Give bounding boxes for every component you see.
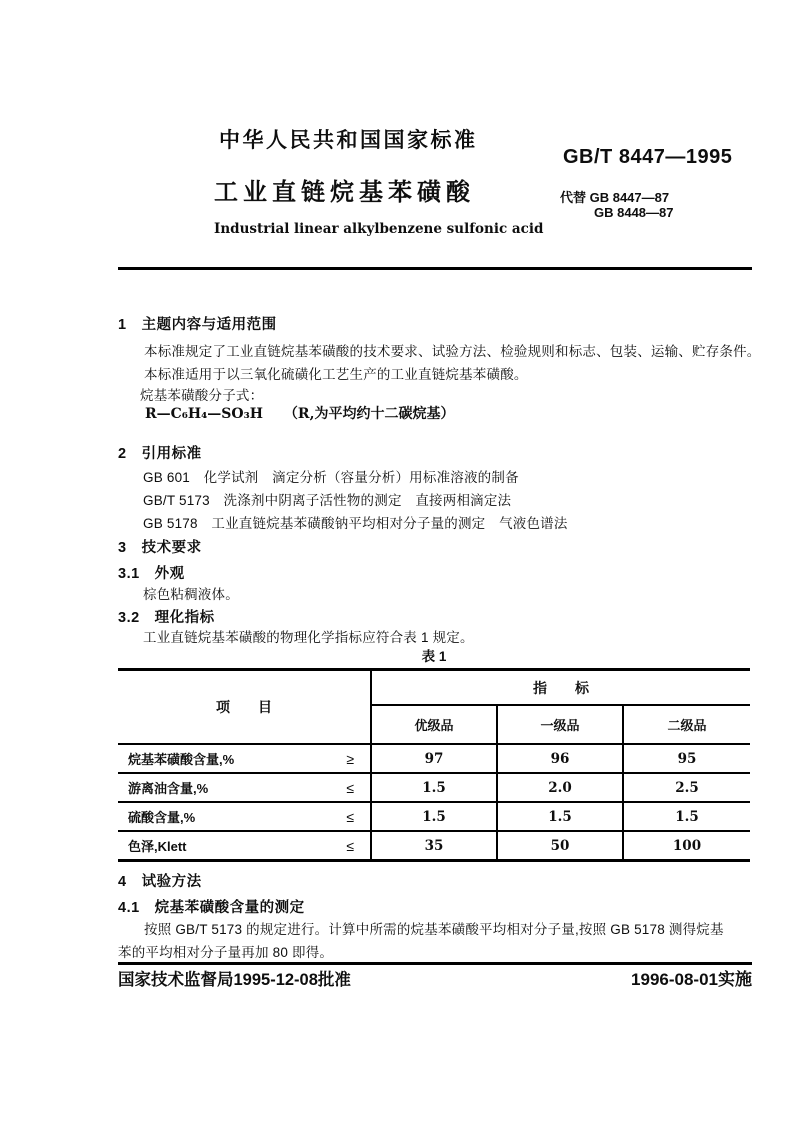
- section3-2-body: 工业直链烷基苯磺酸的物理化学指标应符合表 1 规定。: [143, 630, 474, 645]
- row-op-symbol: ≥: [346, 750, 354, 767]
- implementation-date: 1996-08-01实施: [631, 970, 752, 989]
- section3-1-body: 棕色粘稠液体。: [143, 587, 239, 602]
- table-row-item: [118, 801, 372, 830]
- referenced-standard-1: GB 601 化学试剂 滴定分析（容量分析）用标准溶液的制备: [143, 470, 519, 485]
- row-value: 96: [498, 743, 624, 772]
- row-value: 2.0: [498, 772, 624, 801]
- row-value: 1.5: [624, 801, 750, 830]
- row-item-label: 游离油含量,%: [128, 781, 209, 796]
- row-value: 50: [498, 830, 624, 859]
- grade-header-premium: 优级品: [372, 706, 498, 743]
- document-title-en: Industrial linear alkylbenzene sulfonic acid: [214, 221, 544, 237]
- row-value: 95: [624, 743, 750, 772]
- section1-line2: 本标准适用于以三氧化硫磺化工艺生产的工业直链烷基苯磺酸。: [144, 367, 528, 382]
- grade-header-second: 二级品: [667, 718, 707, 733]
- row-value: 1.5: [372, 801, 498, 830]
- document-title-cn: 工业直链烷基苯磺酸: [214, 179, 475, 206]
- table-row-item: [118, 772, 372, 801]
- molecular-formula: R—C₆H₄—SO₃H （R,为平均约十二碳烷基）: [145, 406, 455, 422]
- national-standard-title: 中华人民共和国国家标准: [219, 129, 478, 152]
- section2-heading: 2 引用标准: [118, 446, 202, 462]
- approval-note: 国家技术监督局1995-12-08批准: [118, 971, 351, 989]
- row-op-symbol: ≤: [346, 779, 354, 796]
- table-row-item: [118, 743, 372, 772]
- replaces-note-line1: 代替 GB 8447—87: [560, 190, 670, 205]
- table-row-item: [118, 830, 372, 859]
- row-op-symbol: ≤: [346, 808, 354, 825]
- item-column-header: 项 目: [118, 671, 372, 743]
- section4-1-line1: 按照 GB/T 5173 的规定进行。计算中所需的烷基苯磺酸平均相对分子量,按照 GB 5178 测得烷基: [144, 922, 724, 937]
- footer-rule: [118, 962, 752, 965]
- section4-1-heading: 4.1 烷基苯磺酸含量的测定: [118, 900, 305, 916]
- row-value: 35: [372, 830, 498, 859]
- row-value: 100: [624, 830, 750, 859]
- referenced-standard-2: GB/T 5173 洗涤剂中阴离子活性物的测定 直接两相滴定法: [143, 493, 512, 508]
- section1-line1: 本标准规定了工业直链烷基苯磺酸的技术要求、试验方法、检验规则和标志、包装、运输、贮存条件。: [144, 344, 761, 359]
- index-column-header: 指 标: [372, 671, 750, 706]
- standard-number: GB/T 8447—1995: [563, 146, 733, 168]
- row-item-label: 烷基苯磺酸含量,%: [128, 752, 235, 767]
- row-value: 1.5: [372, 772, 498, 801]
- row-item-label: 色泽,Klett: [128, 839, 187, 854]
- replaces-note-line2: GB 8448—87: [594, 205, 674, 220]
- row-value: 1.5: [498, 801, 624, 830]
- row-value: 97: [372, 743, 498, 772]
- grade-header-first: 一级品: [498, 706, 624, 743]
- section3-1-heading: 3.1 外观: [118, 566, 185, 582]
- section3-heading: 3 技术要求: [118, 540, 202, 556]
- referenced-standard-3: GB 5178 工业直链烷基苯磺酸钠平均相对分子量的测定 气液色谱法: [143, 516, 568, 531]
- section4-heading: 4 试验方法: [118, 874, 202, 890]
- table1: [118, 668, 750, 862]
- header-rule: [118, 267, 752, 270]
- row-op-symbol: ≤: [346, 837, 354, 854]
- section4-1-line2: 苯的平均相对分子量再加 80 即得。: [118, 945, 334, 960]
- row-value: 2.5: [624, 772, 750, 801]
- section1-line3: 烷基苯磺酸分子式：: [140, 388, 264, 403]
- section3-2-heading: 3.2 理化指标: [118, 610, 215, 626]
- row-item-label: 硫酸含量,%: [128, 810, 196, 825]
- table1-caption: 表 1: [421, 649, 447, 664]
- section1-heading: 1 主题内容与适用范围: [118, 317, 277, 333]
